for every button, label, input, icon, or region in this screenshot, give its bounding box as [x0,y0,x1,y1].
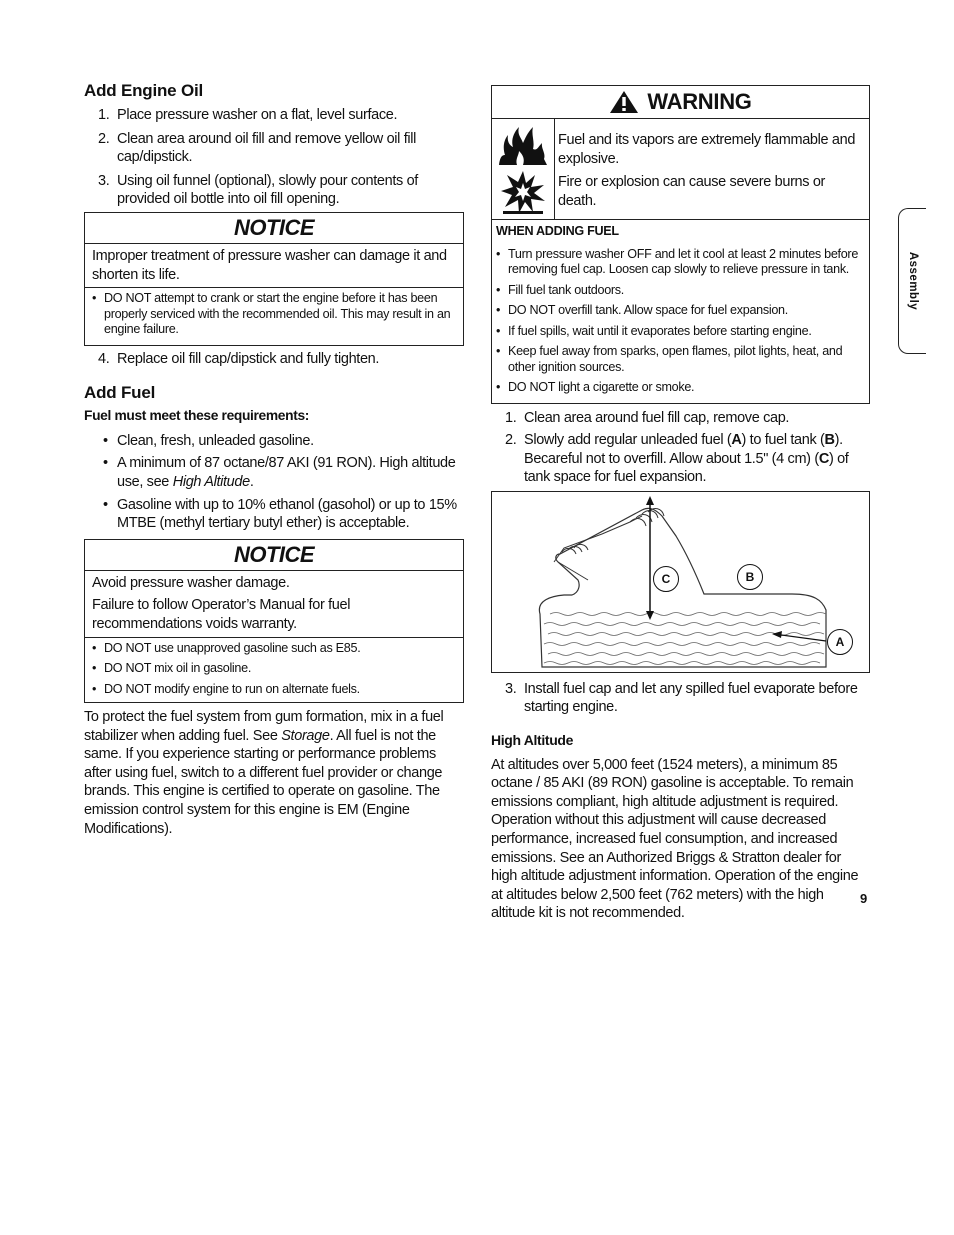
notice-bullet: • DO NOT attempt to crank or start the engine before it has been properly serviced with the recommended oil. This may result in an engine failure. [92,291,451,337]
hazard-icons [492,119,555,219]
fuel-requirements [84,432,464,533]
add-engine-oil-heading: Add Engine Oil [84,81,204,100]
fuel-step-3: 3. Install fuel cap and let any spilled fuel evaporate before starting engine. [505,680,858,716]
warning-bullet: • Keep fuel away from sparks, open flames, pilot lights, heat, and other ignition sources. [496,344,843,374]
oil-notice-box [84,212,464,346]
warning-bullet: • If fuel spills, wait until it evaporates before starting engine. [496,323,812,338]
add-fuel-heading: Add Fuel [84,383,156,403]
fuel-tank-figure [491,491,870,673]
storage-ref[interactable]: Storage [281,727,330,744]
warning-bullet: • DO NOT overfill tank. Allow space for fuel expansion. [496,303,788,317]
fire-icon [497,123,549,167]
notice-bullets [85,287,463,345]
hazard-text: Fuel and its vapors are extremely flammable and explosive. Fire or explosion can cause severe burns or death. [558,132,856,209]
fuel-paragraph: To protect the fuel system from gum formation, mix in a fuel stabilizer when adding fuel. See Storage. All fuel is not the same. If you experience starting or performance problems after using fuel, switch to a different fuel provider or change brands. This engine is certified to operate on gasoline. The emission control system for this engine is EM (Engine Modifications). [84,709,444,837]
notice-text: Improper treatment of pressure washer can damage it and shorten its life. [92,247,447,283]
label-a: A [827,629,853,655]
high-altitude-text: At altitudes over 5,000 feet (1524 meters), a minimum 85 octane / 85 AKI (89 RON) gasoline is acceptable. To remain emissions compliant, high altitude adjustment is required. Operation without this adjustment will cause decreased performance, increased fuel consumption, and increased emissions. See an Authorized Briggs & Stratton dealer for high altitude adjustment information. Operation of the engine at altitudes below 2,500 feet (762 meters) with the high altitude kit is not recommended. [491,756,859,922]
notice-bullet: • DO NOT mix oil in gasoline. [92,661,252,676]
warning-bullet: • Turn pressure washer OFF and let it cool at least 2 minutes before removing fuel cap. Loosen cap slowly to relieve pressure in tank. [496,246,859,276]
warning-bullet: • Fill fuel tank outdoors. [496,282,625,297]
oil-step-4-list [84,350,464,369]
fuel-step-2: 2. Slowly add regular unleaded fuel (A) to fuel tank (B). Becareful not to overfill. Allow about 1.5" (4 cm) (C) of tank space for fuel expansion. [505,432,849,486]
high-altitude-heading: High Altitude [491,732,574,749]
notice-bullet: • DO NOT use unapproved gasoline such as E85. [92,640,361,655]
high-altitude-ref[interactable]: High Altitude [172,474,250,491]
warning-bullet: • DO NOT light a cigarette or smoke. [496,380,695,394]
fuel-req-2: • A minimum of 87 octane/87 AKI (91 RON). High altitude use, see High Altitude. [103,455,456,491]
notice-title: NOTICE [85,540,463,571]
section-tab[interactable]: Assembly [898,208,926,354]
fuel-req-1: • Clean, fresh, unleaded gasoline. [103,432,314,449]
page-number: 9 [860,891,868,906]
right-column [491,85,870,923]
warning-title: WARNING [492,86,869,119]
fuel-notice-text: Avoid pressure washer damage. Failure to follow Operator’s Manual for fuel recommendations voids warranty. [92,574,351,632]
explosion-icon [499,167,547,215]
warning-box [491,85,870,404]
oil-step-1: 1. Place pressure washer on a flat, level surface. [98,107,398,123]
fuel-notice-box [84,539,464,703]
fuel-tank-diagram [492,492,868,671]
fuel-step-3-list [491,680,870,717]
warning-instructions [492,220,869,403]
fuel-req-3: • Gasoline with up to 10% ethanol (gasohol) or up to 15% MTBE (methyl tertiary butyl ether) is acceptable. [103,496,457,532]
oil-steps [84,106,464,209]
oil-step-4: 4. Replace oil fill cap/dipstick and fully tighten. [98,350,380,367]
oil-step-2: 2. Clean area around oil fill and remove yellow oil fill cap/dipstick. [98,130,416,166]
notice-bullets [85,637,463,698]
fuel-requirements-title: Fuel must meet these requirements: [84,408,310,424]
label-b: B [737,564,763,590]
fuel-fill-steps [491,409,870,487]
warning-triangle-icon [609,90,639,114]
notice-title: NOTICE [85,213,463,244]
when-adding-fuel-title: WHEN ADDING FUEL [496,224,619,238]
notice-bullet: • DO NOT modify engine to run on alternate fuels. [92,681,360,696]
hazard-row [492,119,869,220]
fuel-step-1: 1. Clean area around fuel fill cap, remove cap. [505,409,790,426]
oil-step-3: 3. Using oil funnel (optional), slowly pour contents of provided oil bottle into oil fill opening. [98,172,418,208]
left-column [84,78,464,838]
label-c: C [653,566,679,592]
